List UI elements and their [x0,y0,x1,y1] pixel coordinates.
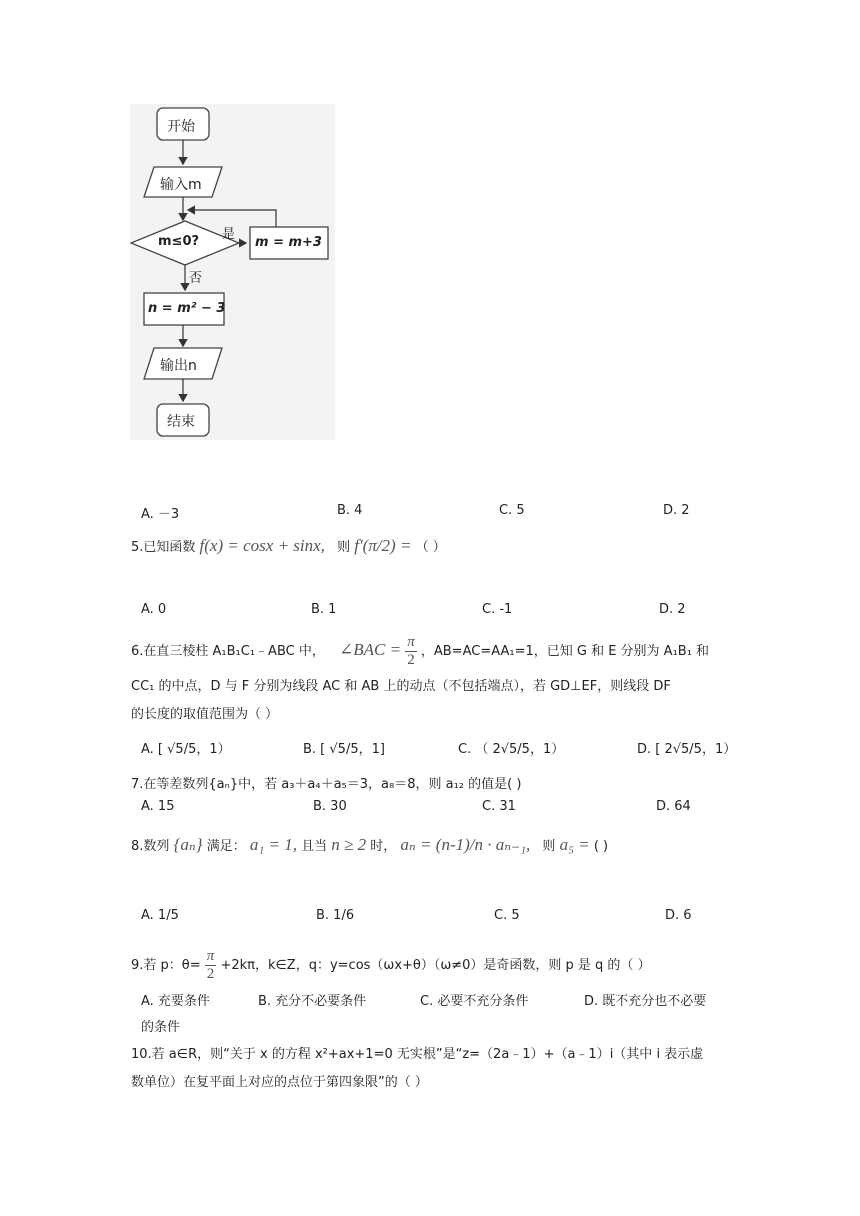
q8-prefix: 8.数列 [131,839,170,854]
q9-fraction: $\frac{\pi}{2}$ [206,948,215,982]
loop-label: m = m+3 [255,235,322,250]
q6-line-3: 的长度的取值范围为（ ） [131,707,279,722]
q9-option-c: C. 必要不充分条件 [420,994,529,1009]
q8-option-a: A. 1/5 [141,908,179,923]
q5-option-c: C. -1 [482,602,513,617]
q9-a: 9.若 p：θ= [131,958,201,973]
q8-option-b: B. 1/6 [316,908,355,923]
q8-target: a₅ = [559,835,590,854]
q5-stem [131,536,446,556]
q6-line-2: CC₁ 的中点，D 与 F 分别为线段 AC 和 AB 上的动点（不包括端点），若 GD⊥EF，则线段 DF [131,679,671,694]
flowchart-lines [130,104,335,440]
q5-option-b: B. 1 [311,602,337,617]
q8-option-c: C. 5 [494,908,520,923]
q7-stem: 7.在等差数列{aₙ}中，若 a₃＋a₄＋a₅＝3，a₈＝8，则 a₁₂ 的值是( ) [131,777,522,792]
q6-option-c: C. （ 2√5/5，1） [458,742,565,757]
q8-when: 时， [370,839,397,854]
q5-option-a: A. 0 [141,602,167,617]
q6-line1-b: ，AB=AC=AA₁=1，已知 G 和 E 分别为 A₁B₁ 和 [420,644,710,659]
q6-angle: ∠BAC = [339,640,402,659]
compute-label: n = m² − 3 [148,301,226,316]
input-label: 输入m [160,177,202,193]
q8-stem [131,835,608,855]
q5-option-d: D. 2 [659,602,686,617]
q5-formula2: f′(π/2) = [354,536,412,555]
q5-suffix: （ ） [415,540,446,555]
q9-option-a: A. 充要条件 [141,994,210,1009]
q8-option-d: D. 6 [665,908,692,923]
q8-seq: {aₙ} [173,835,203,854]
q5-prefix: 5.已知函数 [131,540,196,555]
condition-label: m≤0? [158,234,200,249]
q10-line-2: 数单位）在复平面上对应的点位于第四象限”的（ ） [131,1075,428,1090]
q6-line1-a: 6.在直三棱柱 A₁B₁C₁﹣ABC 中， [131,644,325,659]
q8-cond1: a₁ = 1, [249,835,297,854]
output-label: 输出n [160,358,197,374]
q4-option-a: A. －3 [141,507,180,522]
q8-then: 则 [542,839,556,854]
q7-option-b: B. 30 [313,799,347,814]
q7-option-d: D. 64 [656,799,691,814]
q5-formula: f(x) = cosx + sinx, [199,536,325,555]
q8-suffix: ( ) [593,839,609,854]
end-label: 结束 [167,414,195,430]
q4-option-b: B. 4 [337,503,363,518]
flowchart-figure [130,104,335,440]
q10-line-1: 10.若 a∈R，则“关于 x 的方程 x²+ax+1=0 无实根”是“z=（2a﹣1）+（a﹣1）i（其中 i 表示虚 [131,1047,704,1062]
q6-option-b: B. [ √5/5，1] [303,742,385,757]
q9-option-d-wrap: 的条件 [141,1020,181,1035]
q8-cond2: n ≥ 2 [331,835,367,854]
q7-option-a: A. 15 [141,799,175,814]
q4-option-c: C. 5 [499,503,525,518]
q6-angle-fraction: $\frac{\pi}{2}$ [407,634,415,668]
q8-satisfies: 满足： [206,839,246,854]
q6-line-1 [131,635,709,668]
q6-option-a: A. [ √5/5，1） [141,742,231,757]
q9-option-d: D. 既不充分也不必要 [584,994,707,1009]
start-label: 开始 [167,119,195,135]
q9-option-b: B. 充分不必要条件 [258,994,367,1009]
q8-while: 且当 [301,839,328,854]
q9-stem [131,949,651,982]
q5-mid: 则 [337,540,351,555]
yes-label: 是 [222,227,236,242]
q8-recur: aₙ = (n-1)/n · aₙ₋₁, [400,835,531,854]
q9-b: +2kπ，k∈Z，q：y=cos（ωx+θ）（ω≠0）是奇函数，则 p 是 q 的（ ） [220,958,651,973]
q7-option-c: C. 31 [482,799,516,814]
q6-option-d: D. [ 2√5/5，1） [637,742,737,757]
no-label: 否 [189,271,203,286]
q4-option-d: D. 2 [663,503,690,518]
